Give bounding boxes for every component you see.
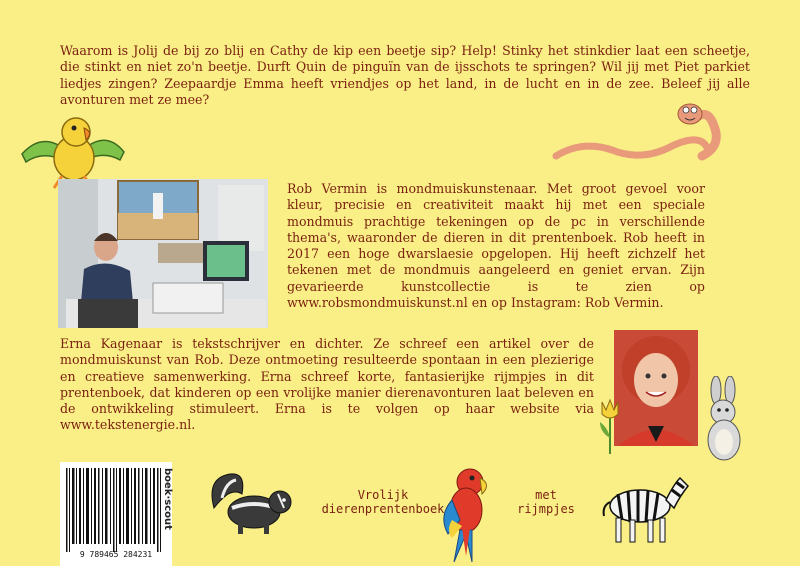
- subtitle-label: Vrolijk dierenprentenboek: [321, 488, 445, 516]
- publisher-logo: boek·scout: [162, 468, 173, 530]
- isbn-number: 9 789465 284231: [79, 550, 153, 559]
- rob-vermin-photo: [58, 179, 268, 328]
- rhymes-label: met rijmpjes: [517, 488, 575, 516]
- tulip-illustration: [596, 398, 624, 454]
- red-parrot-illustration: [432, 464, 502, 564]
- rabbit-illustration: [694, 376, 754, 466]
- skunk-illustration: [206, 468, 298, 538]
- rob-vermin-bio: Rob Vermin is mondmuiskunstenaar. Met groot gevoel voor kleur, precisie en creativiteit maakt hij met een speciale mondmuis prachtige tekeningen op de pc in verschillende thema's, waaronder de dieren in dit prentenboek. Rob heeft in 2017 een hoge dwarslaesie opgelopen. Hij heeft zichzelf het tekenen met de mondmuis aangeleerd en geniet ervan. Zijn gevarieerde kunstcollectie is te zien op www.robsmondmuiskunst.nl en op Instagram: Rob Vermin.: [287, 181, 705, 311]
- worm-illustration: [552, 96, 742, 176]
- isbn-barcode: [60, 462, 172, 566]
- erna-kagenaar-photo: [614, 330, 698, 446]
- erna-kagenaar-bio: Erna Kagenaar is tekstschrijver en dichter. Ze schreef een artikel over de mondmuiskunst van Rob. Deze ontmoeting resulteerde spontaan in een plezierige en creatieve samenwerking. Erna schreef korte, fantasierijke rijmpjes in dit prentenboek, dat kinderen op een vrolijke manier dierenavonturen laat beleven en de ontwikkeling stimuleert. Erna is te volgen op haar website via www.tekstenergie.nl.: [60, 336, 594, 433]
- intro-text: Waarom is Jolij de bij zo blij en Cathy de kip een beetje sip? Help! Stinky het stinkdier laat een scheetje, die stinkt en niet zo'n beetje. Durft Quin de pinguïn van de ijsschots te springen? Wil jij met Piet parkiet liedjes zingen? Zeepaardje Emma heeft vriendjes op het land, in de lucht en in de zee. Beleef jij alle avonturen met ze mee?: [60, 43, 750, 107]
- zebra-illustration: [596, 466, 690, 546]
